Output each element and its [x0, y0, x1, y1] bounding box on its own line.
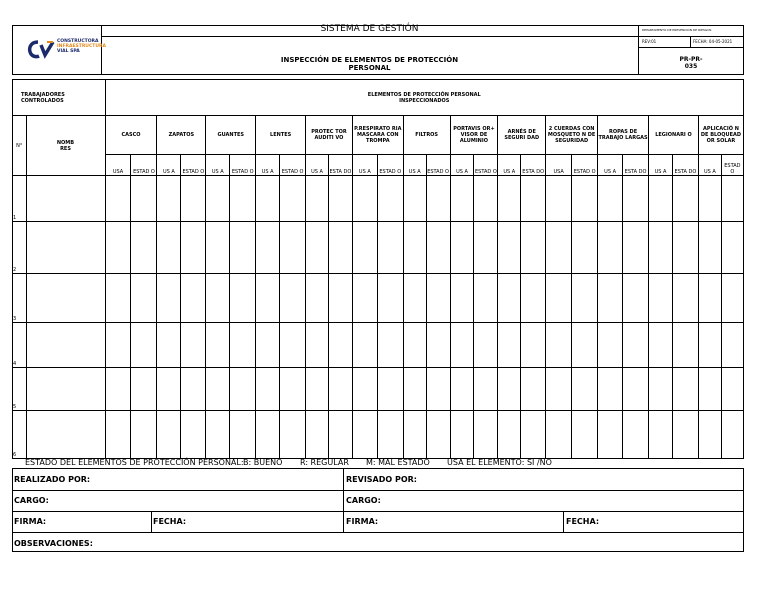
check-cell[interactable] [256, 323, 280, 368]
check-cell[interactable] [256, 411, 280, 459]
name-cell[interactable] [26, 222, 105, 274]
check-cell[interactable] [206, 274, 230, 323]
check-cell[interactable] [181, 274, 206, 323]
check-cell[interactable] [598, 222, 623, 274]
check-cell[interactable] [181, 411, 206, 459]
usa-header-3: US A [256, 155, 280, 176]
check-cell[interactable] [649, 323, 673, 368]
header-divider-mid [638, 47, 744, 48]
check-cell[interactable] [352, 368, 377, 411]
check-cell[interactable] [105, 222, 131, 274]
table-row [13, 176, 744, 222]
realizado-label: REALIZADO POR: [14, 475, 91, 484]
check-cell[interactable] [498, 274, 521, 323]
revision-label: REV:01 [642, 39, 657, 44]
footer-divider-fecha-right [563, 511, 564, 532]
item-header-0: CASCO [105, 116, 157, 155]
estado-header-3: ESTAD O [280, 155, 306, 176]
check-cell[interactable] [280, 222, 306, 274]
item-header-4: PROTEC TOR AUDITI VO [306, 116, 353, 155]
date-label: FECHA: 04-05-2021 [693, 39, 733, 44]
check-cell[interactable] [572, 411, 598, 459]
check-cell[interactable] [521, 222, 546, 274]
check-cell[interactable] [306, 176, 329, 222]
check-cell[interactable] [698, 411, 721, 459]
check-cell[interactable] [698, 274, 721, 323]
estado-header-11: ESTA DO [672, 155, 698, 176]
check-cell[interactable] [230, 222, 256, 274]
check-cell[interactable] [721, 176, 743, 222]
usa-header-6: US A [403, 155, 426, 176]
estado-header-9: ESTAD O [572, 155, 598, 176]
check-cell[interactable] [157, 368, 181, 411]
check-cell[interactable] [256, 368, 280, 411]
check-cell[interactable] [649, 222, 673, 274]
check-cell[interactable] [181, 222, 206, 274]
row-number: 4 [13, 323, 27, 368]
check-cell[interactable] [450, 323, 474, 368]
check-cell[interactable] [256, 274, 280, 323]
firma-right-label: FIRMA: [346, 517, 379, 526]
check-cell[interactable] [546, 323, 572, 368]
workers-label [13, 80, 106, 116]
check-cell[interactable] [230, 274, 256, 323]
check-cell[interactable] [598, 274, 623, 323]
check-cell[interactable] [521, 176, 546, 222]
check-cell[interactable] [328, 323, 352, 368]
check-cell[interactable] [206, 176, 230, 222]
check-cell[interactable] [403, 274, 426, 323]
check-cell[interactable] [280, 274, 306, 323]
check-cell[interactable] [131, 274, 157, 323]
firma-left-label: FIRMA: [14, 517, 47, 526]
item-header-7: PORTAVIS OR+ VISOR DE ALUMINIO [450, 116, 498, 155]
check-cell[interactable] [206, 323, 230, 368]
item-header-12: APLICACIÓ N DE BLOQUEAD OR SOLAR [698, 116, 743, 155]
estado-header-12: ESTAD O [721, 155, 743, 176]
inspection-table [12, 79, 744, 459]
estado-header-10: ESTA DO [623, 155, 649, 176]
check-cell[interactable] [105, 274, 131, 323]
logo-mark-icon [26, 39, 56, 59]
legend-usa: USA EL ELEMENTO: SI /NO [447, 458, 552, 467]
check-cell[interactable] [521, 323, 546, 368]
check-cell[interactable] [206, 368, 230, 411]
check-cell[interactable] [352, 323, 377, 368]
estado-header-4: ESTA DO [328, 155, 352, 176]
row-number: 1 [13, 176, 27, 222]
check-cell[interactable] [623, 274, 649, 323]
fecha-right-label: FECHA: [566, 517, 600, 526]
check-cell[interactable] [377, 176, 403, 222]
check-cell[interactable] [403, 368, 426, 411]
check-cell[interactable] [672, 274, 698, 323]
epp-header [105, 80, 744, 116]
check-cell[interactable] [306, 368, 329, 411]
estado-header-0: ESTAD O [131, 155, 157, 176]
check-cell[interactable] [377, 222, 403, 274]
legend-regular: R: REGULAR [300, 458, 349, 467]
item-header-2: GUANTES [206, 116, 256, 155]
check-cell[interactable] [131, 411, 157, 459]
usa-header-8: US A [498, 155, 521, 176]
table-row [13, 323, 744, 368]
usa-header-0: USA [105, 155, 131, 176]
fecha-left-label: FECHA: [153, 517, 187, 526]
name-cell[interactable] [26, 176, 105, 222]
usa-header-11: US A [649, 155, 673, 176]
item-header-1: ZAPATOS [157, 116, 206, 155]
table-row [13, 274, 744, 323]
check-cell[interactable] [698, 176, 721, 222]
workers-label-line1: TRABAJADORES [21, 91, 65, 98]
check-cell[interactable] [426, 411, 450, 459]
legend-malo: M: MAL ESTADO [366, 458, 430, 467]
check-cell[interactable] [546, 176, 572, 222]
estado-header-7: ESTAD O [474, 155, 498, 176]
check-cell[interactable] [306, 274, 329, 323]
check-cell[interactable] [721, 274, 743, 323]
check-cell[interactable] [403, 176, 426, 222]
check-cell[interactable] [328, 274, 352, 323]
cargo-left-label: CARGO: [14, 496, 49, 505]
check-cell[interactable] [105, 411, 131, 459]
check-cell[interactable] [649, 368, 673, 411]
check-cell[interactable] [623, 176, 649, 222]
check-cell[interactable] [426, 222, 450, 274]
footer-divider-fecha-left [151, 511, 152, 532]
check-cell[interactable] [721, 222, 743, 274]
num-header: N° [13, 116, 27, 176]
check-cell[interactable] [280, 176, 306, 222]
check-cell[interactable] [352, 411, 377, 459]
check-cell[interactable] [672, 411, 698, 459]
check-cell[interactable] [377, 323, 403, 368]
check-cell[interactable] [598, 176, 623, 222]
usa-header-7: US A [450, 155, 474, 176]
table-row [13, 222, 744, 274]
check-cell[interactable] [721, 323, 743, 368]
check-cell[interactable] [474, 368, 498, 411]
item-header-8: ARNÉS DE SEGURI DAD [498, 116, 546, 155]
check-cell[interactable] [306, 222, 329, 274]
check-cell[interactable] [450, 368, 474, 411]
check-cell[interactable] [306, 323, 329, 368]
check-cell[interactable] [598, 323, 623, 368]
check-cell[interactable] [450, 222, 474, 274]
doc-title-line2: PERSONAL [348, 64, 391, 72]
epp-header-line2: INSPECCIONADOS [399, 97, 450, 104]
usa-header-5: US A [352, 155, 377, 176]
check-cell[interactable] [256, 222, 280, 274]
check-cell[interactable] [426, 323, 450, 368]
row-number: 5 [13, 368, 27, 411]
check-cell[interactable] [572, 368, 598, 411]
check-cell[interactable] [328, 368, 352, 411]
names-header-line1: NOMB [56, 139, 75, 146]
doc-code [638, 56, 744, 70]
check-cell[interactable] [131, 368, 157, 411]
check-cell[interactable] [377, 368, 403, 411]
epp-header-line1: ELEMENTOS DE PROTECCIÓN PERSONAL [367, 91, 481, 98]
check-cell[interactable] [521, 274, 546, 323]
check-cell[interactable] [328, 222, 352, 274]
check-cell[interactable] [206, 222, 230, 274]
check-cell[interactable] [672, 323, 698, 368]
estado-header-5: ESTAD O [377, 155, 403, 176]
check-cell[interactable] [546, 274, 572, 323]
check-cell[interactable] [105, 176, 131, 222]
observaciones-label: OBSERVACIONES: [14, 539, 93, 548]
logo-line2: INFRAESTRUCTURA [57, 44, 106, 49]
check-cell[interactable] [280, 411, 306, 459]
row-number: 2 [13, 222, 27, 274]
check-cell[interactable] [649, 176, 673, 222]
workers-label-line2: CONTROLADOS [21, 97, 64, 104]
check-cell[interactable] [721, 368, 743, 411]
check-cell[interactable] [598, 368, 623, 411]
legend-bar [12, 458, 744, 468]
estado-header-1: ESTAD O [181, 155, 206, 176]
check-cell[interactable] [157, 176, 181, 222]
check-cell[interactable] [181, 323, 206, 368]
check-cell[interactable] [450, 411, 474, 459]
item-header-5: P.RESPIRATO RIA MASCARA CON TROMPA [352, 116, 403, 155]
name-cell[interactable] [26, 274, 105, 323]
check-cell[interactable] [157, 323, 181, 368]
check-cell[interactable] [623, 222, 649, 274]
check-cell[interactable] [230, 323, 256, 368]
check-cell[interactable] [521, 411, 546, 459]
check-cell[interactable] [157, 411, 181, 459]
names-header-line2: RES [60, 145, 71, 152]
usa-header-2: US A [206, 155, 230, 176]
revisado-label: REVISADO POR: [346, 475, 417, 484]
check-cell[interactable] [206, 411, 230, 459]
logo-line1: CONSTRUCTORA [57, 39, 99, 44]
check-cell[interactable] [572, 323, 598, 368]
table-row [13, 411, 744, 459]
check-cell[interactable] [403, 323, 426, 368]
check-cell[interactable] [546, 411, 572, 459]
check-cell[interactable] [280, 368, 306, 411]
check-cell[interactable] [256, 176, 280, 222]
check-cell[interactable] [474, 222, 498, 274]
usa-header-1: US A [157, 155, 181, 176]
check-cell[interactable] [403, 222, 426, 274]
item-header-11: LEGIONARI O [649, 116, 699, 155]
doc-title-line1: INSPECCIÓN DE ELEMENTOS DE PROTECCIÓN [280, 56, 459, 64]
names-header [26, 116, 105, 176]
check-cell[interactable] [131, 222, 157, 274]
check-cell[interactable] [426, 274, 450, 323]
estado-header-6: ESTAD O [426, 155, 450, 176]
check-cell[interactable] [672, 368, 698, 411]
check-cell[interactable] [572, 176, 598, 222]
check-cell[interactable] [280, 323, 306, 368]
item-header-6: FILTROS [403, 116, 450, 155]
check-cell[interactable] [306, 411, 329, 459]
estado-header-2: ESTAD O [230, 155, 256, 176]
item-header-9: 2 CUERDAS CON MOSQUETO N DE SEGURIDAD [546, 116, 598, 155]
check-cell[interactable] [498, 368, 521, 411]
check-cell[interactable] [230, 368, 256, 411]
check-cell[interactable] [474, 176, 498, 222]
check-cell[interactable] [181, 368, 206, 411]
header-top-line [101, 36, 744, 37]
usa-header-4: US A [306, 155, 329, 176]
logo-line3: VIAL SPA [57, 49, 80, 54]
footer-line-1 [12, 490, 744, 491]
footer-line-3 [12, 532, 744, 533]
check-cell[interactable] [230, 411, 256, 459]
doc-code-line1: PR-PR- [679, 56, 703, 63]
row-number: 3 [13, 274, 27, 323]
usa-header-12: US A [698, 155, 721, 176]
legend-estado: ESTADO DEL ELEMENTOS DE PROTECCIÓN PERSONAL: [25, 458, 244, 467]
check-cell[interactable] [157, 222, 181, 274]
check-cell[interactable] [352, 222, 377, 274]
check-cell[interactable] [498, 222, 521, 274]
name-cell[interactable] [26, 368, 105, 411]
check-cell[interactable] [474, 323, 498, 368]
check-cell[interactable] [377, 274, 403, 323]
check-cell[interactable] [328, 411, 352, 459]
check-cell[interactable] [157, 274, 181, 323]
company-logo [26, 39, 106, 61]
check-cell[interactable] [450, 274, 474, 323]
check-cell[interactable] [649, 411, 673, 459]
check-cell[interactable] [352, 274, 377, 323]
department-label: DEPARTAMENTO DE PREVENCIÓN DE RIESGOS [642, 28, 712, 32]
check-cell[interactable] [474, 411, 498, 459]
check-cell[interactable] [498, 176, 521, 222]
check-cell[interactable] [498, 411, 521, 459]
cargo-right-label: CARGO: [346, 496, 381, 505]
footer-line-2 [12, 511, 744, 512]
check-cell[interactable] [403, 411, 426, 459]
check-cell[interactable] [131, 323, 157, 368]
check-cell[interactable] [230, 176, 256, 222]
check-cell[interactable] [521, 368, 546, 411]
header-divider-rev [690, 36, 691, 47]
check-cell[interactable] [352, 176, 377, 222]
check-cell[interactable] [623, 323, 649, 368]
check-cell[interactable] [598, 411, 623, 459]
check-cell[interactable] [721, 411, 743, 459]
usa-header-9: USA [546, 155, 572, 176]
check-cell[interactable] [698, 222, 721, 274]
check-cell[interactable] [426, 368, 450, 411]
check-cell[interactable] [572, 222, 598, 274]
check-cell[interactable] [474, 274, 498, 323]
check-cell[interactable] [698, 368, 721, 411]
estado-header-8: ESTA DO [521, 155, 546, 176]
name-cell[interactable] [26, 411, 105, 459]
check-cell[interactable] [426, 176, 450, 222]
check-cell[interactable] [546, 368, 572, 411]
check-cell[interactable] [328, 176, 352, 222]
item-header-3: LENTES [256, 116, 306, 155]
check-cell[interactable] [546, 222, 572, 274]
table-row [13, 368, 744, 411]
doc-code-line2: 035 [684, 63, 698, 70]
check-cell[interactable] [105, 368, 131, 411]
check-cell[interactable] [572, 274, 598, 323]
check-cell[interactable] [377, 411, 403, 459]
check-cell[interactable] [672, 222, 698, 274]
footer-divider-center [343, 468, 344, 532]
check-cell[interactable] [623, 411, 649, 459]
system-title: SISTEMA DE GESTIÓN [320, 24, 419, 34]
row-number: 6 [13, 411, 27, 459]
item-header-10: ROPAS DE TRABAJO LARGAS [598, 116, 649, 155]
check-cell[interactable] [698, 323, 721, 368]
name-cell[interactable] [26, 323, 105, 368]
check-cell[interactable] [450, 176, 474, 222]
check-cell[interactable] [498, 323, 521, 368]
legend-bueno: B: BUENO [243, 458, 283, 467]
check-cell[interactable] [649, 274, 673, 323]
doc-title [101, 56, 638, 72]
usa-header-10: US A [598, 155, 623, 176]
check-cell[interactable] [672, 176, 698, 222]
check-cell[interactable] [131, 176, 157, 222]
check-cell[interactable] [623, 368, 649, 411]
check-cell[interactable] [181, 176, 206, 222]
check-cell[interactable] [105, 323, 131, 368]
